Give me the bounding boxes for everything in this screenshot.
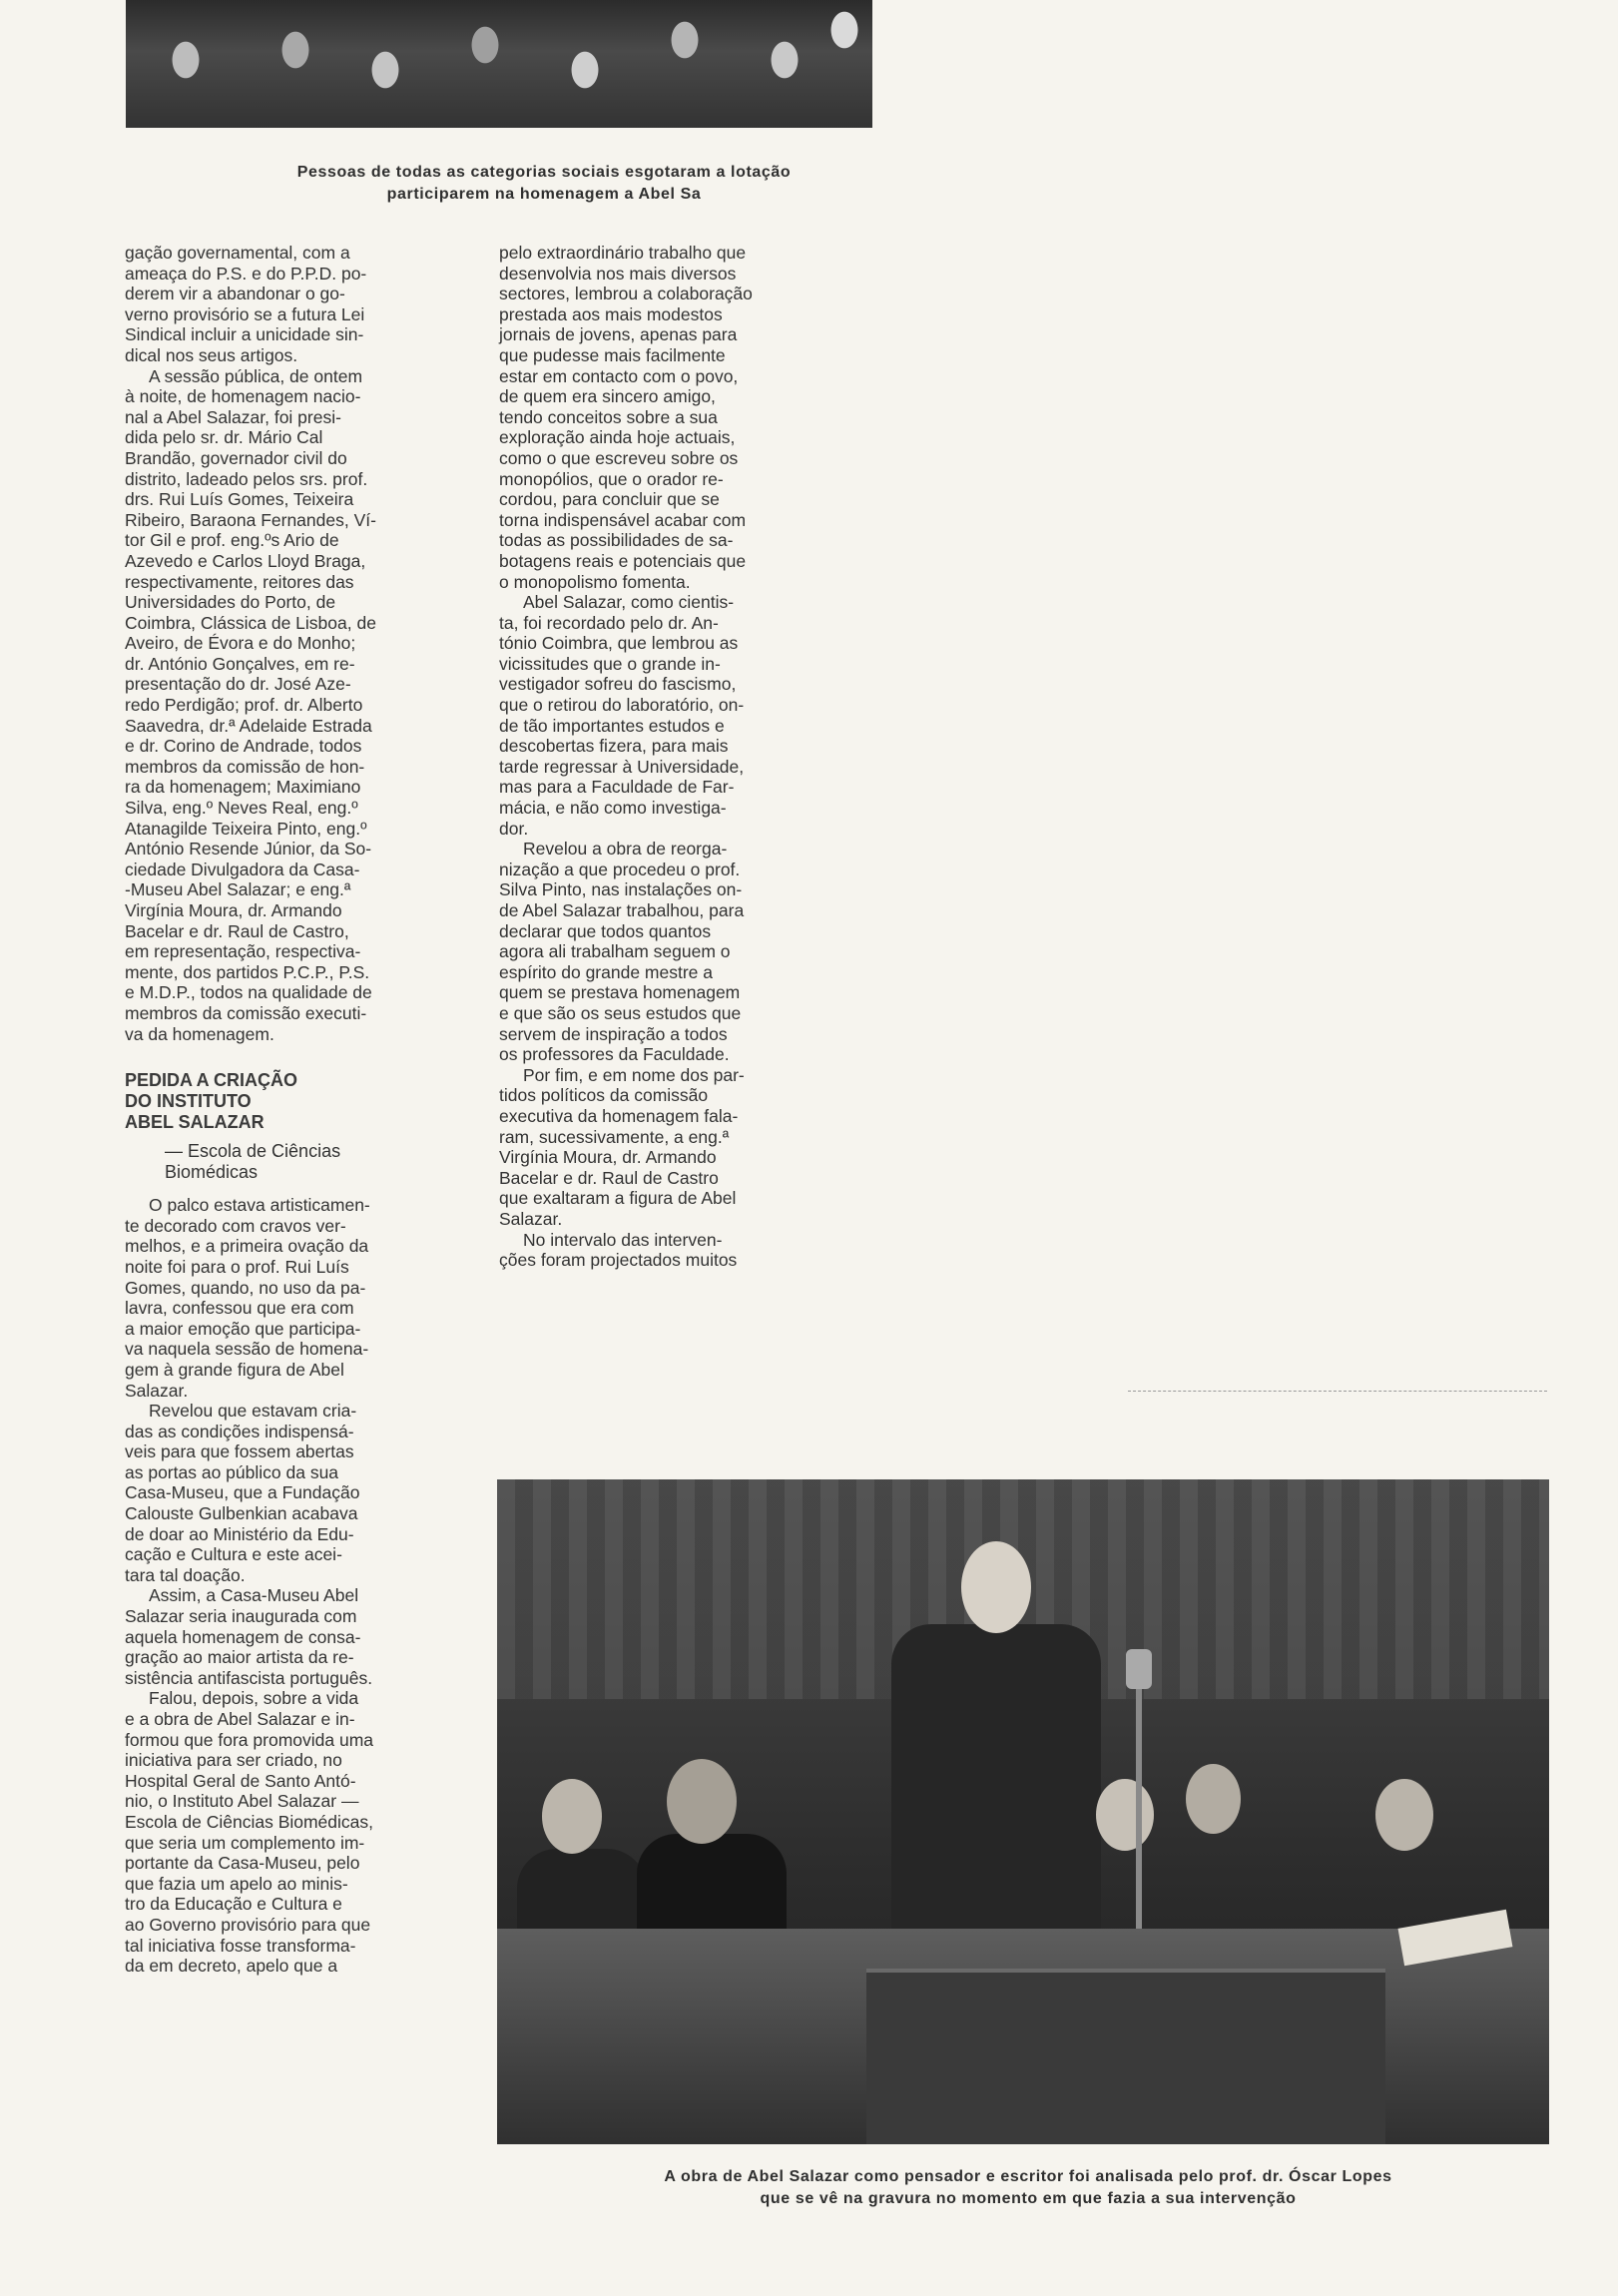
section-subheading: — Escola de Ciências Biomédicas: [165, 1141, 341, 1183]
speaker-photo-caption: [479, 2166, 1577, 2210]
column-divider-rule: [1128, 1391, 1547, 1392]
panel-member-head: [1096, 1779, 1154, 1851]
speaker-photo: [497, 1479, 1549, 2144]
top-caption-line-2: participarem na homenagem a Abel Sa: [386, 186, 702, 203]
microphone-icon: [1126, 1649, 1152, 1689]
bottom-caption-line-1: A obra de Abel Salazar como pensador e escritor foi analisada pelo prof. dr. Óscar Lopes: [664, 2168, 1392, 2185]
col1-paragraph-3: O palco estava artisticamen- te decorado com cravos ver- melhos, e a primeira ovação da noite foi para o prof. Rui Luís Gomes, quando, no uso da pa- lavra, confessou que era com a maior emoção que participa- va naquela sessão de homena- gem à grande figura de Abel Salazar.: [125, 1195, 370, 1401]
section-heading: PEDIDA A CRIAÇÃO DO INSTITUTO ABEL SALAZAR: [125, 1070, 298, 1133]
article-column-1: [125, 243, 464, 1977]
panel-member-head: [1186, 1764, 1241, 1834]
audience-photo: [126, 0, 872, 128]
top-caption-line-1: Pessoas de todas as categorias sociais esgotaram a lotação: [296, 164, 792, 181]
col1-paragraph-4: Revelou que estavam cria- das as condições indispensá- veis para que fossem abertas as portas ao público da sua Casa-Museu, que a Fundação Calouste Gulbenkian acabava de doar ao Ministério da Edu- cação e Cultura e este acei- tara tal doação.: [125, 1401, 360, 1585]
seated-person-head: [542, 1779, 602, 1854]
col1-paragraph-6: Falou, depois, sobre a vida e a obra de Abel Salazar e in- formou que fora promovida uma iniciativa para ser criado, no Hospital Geral de Santo Antó- nio, o Instituto Abel Salazar — Escola de Ciências Biomédicas, que seria um complemento im- portante da Casa-Museu, pelo que fazia um apelo ao minis- tro da Educação e Cultura e ao Governo provisório para que tal iniciativa fosse transforma- da em decreto, apelo que a: [125, 1688, 374, 1977]
col1-paragraph-5: Assim, a Casa-Museu Abel Salazar seria inaugurada com aquela homenagem de consa- gração ao maior artista da re- sistência antifascista português.: [125, 1585, 373, 1688]
audience-crowd: [126, 0, 872, 128]
speaker-head: [961, 1541, 1031, 1633]
col2-paragraph-4: Por fim, e em nome dos par- tidos políticos da comissão executiva da homenagem fala- ram, sucessivamente, a eng.ª Virgínia Moura, dr. Armando Bacelar e dr. Raul de Castro que exaltaram a figura de Abel Salazar.: [499, 1064, 745, 1229]
col2-paragraph-2: Abel Salazar, como cientis- ta, foi recordado pelo dr. An- tónio Coimbra, que lembrou as vicissitudes que o grande in- vestigador sofreu do fascismo, que o retirou do laboratório, on- de tão importantes estudos e descobertas fizera, para mais tarde regressar à Universidade, mas para a Faculdade de Far- mácia, e não como investiga- dor.: [499, 592, 745, 839]
microphone-stand: [1136, 1659, 1142, 1959]
col2-paragraph-1: pelo extraordinário trabalho que desenvolvia nos mais diversos sectores, lembrou a colaboração prestada aos mais modestos jornais de jovens, apenas para que pudesse mais facilmente estar em contacto com o povo, de quem era sincero amigo, tendo conceitos sobre a sua exploração ainda hoje actuais, como o que escreveu sobre os monopólios, que o orador re- cordou, para concluir que se torna indispensável acabar com todas as possibilidades de sa- botagens reais e potenciais que o monopolismo fomenta.: [499, 243, 753, 592]
seated-person-head: [667, 1759, 737, 1844]
bottom-caption-line-2: que se vê na gravura no momento em que fazia a sua intervenção: [760, 2190, 1297, 2207]
panel-member-head: [1375, 1779, 1433, 1851]
col2-paragraph-3: Revelou a obra de reorga- nização a que procedeu o prof. Silva Pinto, nas instalações on- de Abel Salazar trabalhou, para declarar que todos quantos agora ali trabalham seguem o espírito do grande mestre a quem se prestava homenagem e que são os seus estudos que servem de inspiração a todos os professores da Faculdade.: [499, 839, 745, 1065]
col1-paragraph-2: A sessão pública, de ontem à noite, de homenagem nacio- nal a Abel Salazar, foi presi- dida pelo sr. dr. Mário Cal Brandão, governador civil do distrito, ladeado pelos srs. prof. drs. Rui Luís Gomes, Teixeira Ribeiro, Baraona Fernandes, Ví- tor Gil e prof. eng.ºs Ario de Azevedo e Carlos Lloyd Braga, respectivamente, reitores das Universidades do Porto, de Coimbra, Clássica de Lisboa, de Aveiro, de Évora e do Monho; dr. António Gonçalves, em re- presentação do dr. José Aze- redo Perdigão; prof. dr. Alberto Saavedra, dr.ª Adelaide Estrada e dr. Corino de Andrade, todos membros da comissão de hon- ra da homenagem; Maximiano Silva, eng.º Neves Real, eng.º Atanagilde Teixeira Pinto, eng.º António Resende Júnior, da So- ciedade Divulgadora da Casa- -Museu Abel Salazar; e eng.ª Virgínia Moura, dr. Armando Bacelar e dr. Raul de Castro, em representação, respectiva- mente, dos partidos P.C.P., P.S. e M.D.P., todos na qualidade de membros da comissão executi- va da homenagem.: [125, 365, 376, 1044]
col1-paragraph-1: gação governamental, com a ameaça do P.S. e do P.P.D. po- derem vir a abandonar o go- verno provisório se a futura Lei Sindical incluir a unicidade sin- dical nos seus artigos.: [125, 243, 367, 365]
article-column-2: [499, 243, 843, 1271]
top-photo-caption: [210, 162, 878, 206]
col2-paragraph-5: No intervalo das interven- ções foram projectados muitos: [499, 1229, 738, 1271]
lectern: [866, 1969, 1385, 2144]
